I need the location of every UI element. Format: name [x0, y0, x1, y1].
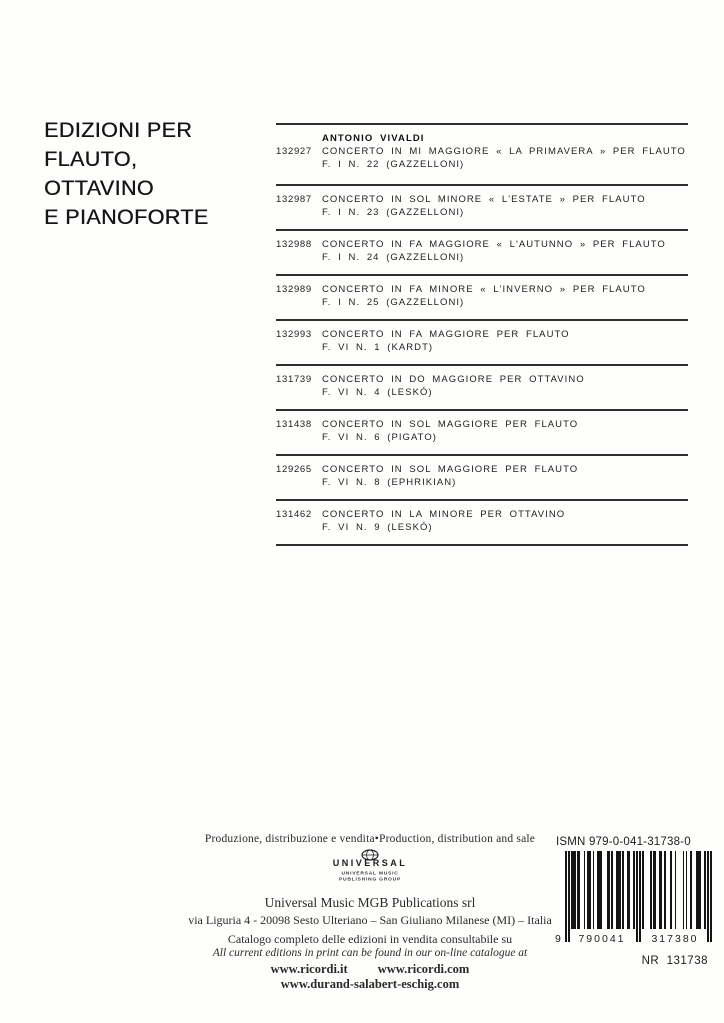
- barcode-bar: [587, 851, 592, 929]
- barcode-bar: [571, 851, 576, 929]
- item-title: CONCERTO IN SOL MAGGIORE PER FLAUTO: [322, 419, 579, 430]
- catalog-item: [276, 184, 688, 229]
- barcode-bar: [675, 851, 677, 929]
- catalog-note-english: All current editions in print can be found in our on-line catalogue at: [212, 947, 528, 959]
- catalog-note-italian: Catalogo completo delle edizioni in vendita consultabile su: [227, 932, 513, 946]
- barcode-bars: [565, 851, 722, 942]
- item-code: 132989: [276, 284, 312, 295]
- catalog-item: [276, 229, 688, 274]
- barcode-block: [556, 836, 722, 967]
- barcode-bar: [659, 851, 662, 929]
- item-code: 132993: [276, 329, 312, 340]
- title-line: EDIZIONI PER: [44, 118, 193, 142]
- barcode-bar: [627, 851, 630, 929]
- item-subtitle: F. I N. 22 (GAZZELLONI): [322, 159, 465, 170]
- item-code: 132927: [276, 146, 312, 157]
- barcode-bar: [650, 851, 652, 929]
- barcode-bar: [653, 851, 656, 929]
- logo-wordmark: UNIVERSAL: [332, 858, 408, 868]
- catalog-item: [276, 454, 688, 499]
- barcode-bar: [584, 851, 586, 929]
- barcode-bar: [636, 851, 638, 942]
- link-ricordi-com: www.ricordi.com: [377, 962, 470, 976]
- barcode-digit-left: 9: [555, 933, 561, 945]
- barcode-bar: [686, 851, 688, 929]
- ismn-label: ISMN 979-0-041-31738-0: [556, 836, 691, 848]
- barcode-bar: [607, 851, 610, 929]
- item-subtitle: F. I N. 24 (GAZZELLONI): [322, 252, 465, 263]
- catalog-item: [276, 499, 688, 544]
- item-code: 131739: [276, 374, 312, 385]
- item-title: CONCERTO IN FA MINORE « L'INVERNO » PER FLAUTO: [322, 284, 646, 295]
- item-title: CONCERTO IN LA MINORE PER OTTAVINO: [322, 509, 566, 520]
- link-ricordi-it: www.ricordi.it: [270, 962, 348, 976]
- barcode-bar: [642, 851, 644, 929]
- catalog-item: [276, 319, 688, 364]
- item-title: CONCERTO IN DO MAGGIORE PER OTTAVINO: [322, 374, 585, 385]
- barcode-bar: [633, 851, 635, 929]
- logo-subtext-line: PUBLISHING GROUP: [338, 875, 402, 882]
- barcode-bar: [611, 851, 613, 929]
- barcode-bar: [577, 851, 580, 929]
- composer-name: ANTONIO VIVALDI: [322, 133, 425, 144]
- barcode-bar: [696, 851, 701, 929]
- title-line: OTTAVINO: [44, 176, 154, 200]
- title-line: E PIANOFORTE: [44, 205, 209, 229]
- item-subtitle: F. VI N. 6 (PIGATO): [322, 432, 438, 443]
- catalog-list: [276, 123, 688, 546]
- item-subtitle: F. VI N. 8 (EPHRIKIAN): [322, 477, 457, 488]
- catalog-item: [276, 409, 688, 454]
- barcode-bar: [670, 851, 672, 929]
- barcode-bar: [639, 851, 641, 942]
- barcode-bar: [565, 851, 567, 942]
- item-code: 129265: [276, 464, 312, 475]
- item-title: CONCERTO IN SOL MINORE « L'ESTATE » PER FLAUTO: [322, 194, 646, 205]
- item-subtitle: F. VI N. 4 (LESKÓ): [322, 387, 433, 398]
- item-code: 132988: [276, 239, 312, 250]
- item-subtitle: F. VI N. 9 (LESKÓ): [322, 522, 433, 533]
- page-title: [44, 116, 209, 232]
- list-end-separator: [276, 544, 688, 546]
- barcode-bar: [690, 851, 692, 929]
- barcode-bar: [664, 851, 666, 929]
- barcode-bar: [683, 851, 685, 929]
- barcode-bar: [616, 851, 621, 929]
- barcode-bar: [704, 851, 706, 929]
- item-code: 131462: [276, 509, 312, 520]
- company-address: via Liguria 4 - 20098 Sesto Ulteriano – San Giuliano Milanese (MI) – Italia: [188, 913, 552, 927]
- catalog-item: [276, 274, 688, 319]
- company-name: Universal Music MGB Publications srl: [264, 895, 476, 910]
- item-title: CONCERTO IN MI MAGGIORE « LA PRIMAVERA » PER FLAUTO: [322, 146, 686, 157]
- production-line: Produzione, distribuzione e vendita•Production, distribution and sale: [204, 833, 536, 845]
- plate-number: NR 131738: [641, 955, 708, 967]
- barcode-image: [556, 851, 722, 946]
- barcode-digit-group1: 790041: [578, 933, 626, 945]
- item-title: CONCERTO IN FA MAGGIORE PER FLAUTO: [322, 329, 570, 340]
- link-durand-salabert-eschig: www.durand-salabert-eschig.com: [280, 977, 460, 991]
- logo-subtext: [198, 871, 543, 882]
- item-subtitle: F. I N. 25 (GAZZELLONI): [322, 297, 465, 308]
- barcode-bar: [568, 851, 570, 942]
- item-subtitle: F. I N. 23 (GAZZELLONI): [322, 207, 465, 218]
- item-subtitle: F. VI N. 1 (KARDT): [322, 342, 434, 353]
- item-code: 131438: [276, 419, 312, 430]
- barcode-bar: [707, 851, 709, 942]
- barcode-bar: [593, 851, 595, 929]
- catalog-item: [276, 123, 688, 184]
- logo-subtext-line: UNIVERSAL MUSIC: [341, 870, 399, 876]
- item-title: CONCERTO IN FA MAGGIORE « L'AUTUNNO » PER FLAUTO: [322, 239, 666, 250]
- barcode-bar: [710, 851, 712, 942]
- barcode-bar: [622, 851, 624, 929]
- barcode-bar: [597, 851, 602, 929]
- title-line: FLAUTO,: [44, 147, 138, 171]
- catalog-item: [276, 364, 688, 409]
- barcode-digit-group2: 317380: [651, 933, 699, 945]
- item-title: CONCERTO IN SOL MAGGIORE PER FLAUTO: [322, 464, 579, 475]
- item-code: 132987: [276, 194, 312, 205]
